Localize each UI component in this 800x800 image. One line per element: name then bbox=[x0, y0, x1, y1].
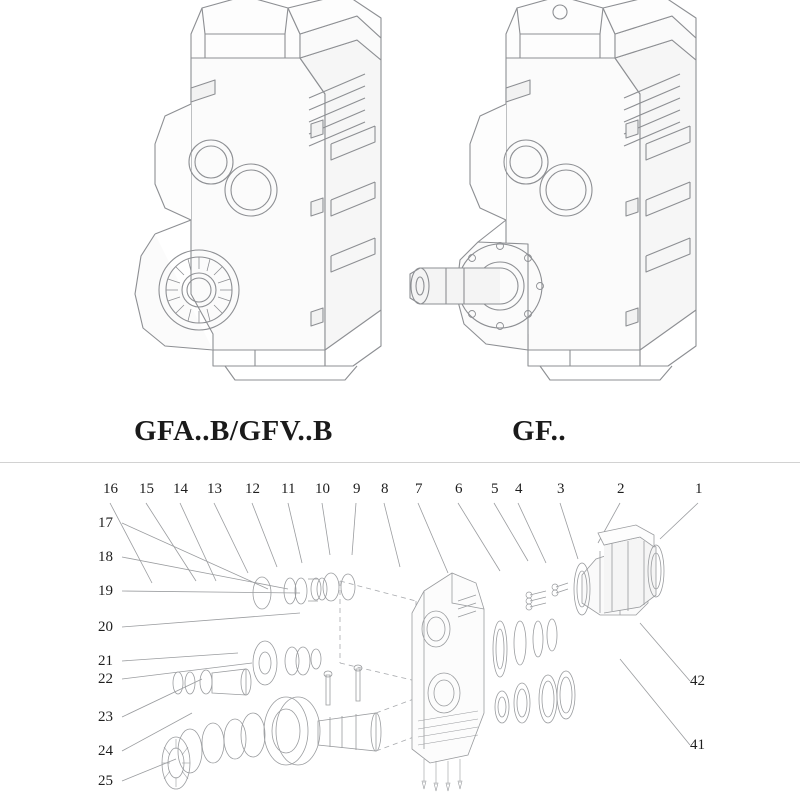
part-label-41: 41 bbox=[690, 737, 705, 753]
part-label-11: 11 bbox=[281, 481, 296, 497]
part-label-2: 2 bbox=[617, 481, 625, 497]
part-label-20: 20 bbox=[98, 619, 113, 635]
part-label-12: 12 bbox=[245, 481, 260, 497]
part-label-4: 4 bbox=[515, 481, 523, 497]
part-label-1: 1 bbox=[695, 481, 703, 497]
part-label-8: 8 bbox=[381, 481, 389, 497]
part-label-7: 7 bbox=[415, 481, 423, 497]
part-label-3: 3 bbox=[557, 481, 565, 497]
caption-left: GFA..B/GFV..B bbox=[134, 415, 333, 447]
part-label-5: 5 bbox=[491, 481, 499, 497]
part-label-9: 9 bbox=[353, 481, 361, 497]
caption-right: GF.. bbox=[512, 415, 567, 447]
part-label-16: 16 bbox=[103, 481, 118, 497]
part-label-25: 25 bbox=[98, 773, 113, 789]
gearbox-illustration-left bbox=[95, 0, 395, 394]
part-label-6: 6 bbox=[455, 481, 463, 497]
exploded-diagram bbox=[0, 463, 800, 800]
exploded-view-band bbox=[0, 463, 800, 800]
part-label-18: 18 bbox=[98, 549, 113, 565]
gearbox-illustration-right bbox=[400, 0, 720, 394]
part-label-15: 15 bbox=[139, 481, 154, 497]
part-label-21: 21 bbox=[98, 653, 113, 669]
part-label-17: 17 bbox=[98, 515, 113, 531]
part-label-23: 23 bbox=[98, 709, 113, 725]
part-label-24: 24 bbox=[98, 743, 113, 759]
part-label-19: 19 bbox=[98, 583, 113, 599]
part-label-42: 42 bbox=[690, 673, 705, 689]
part-label-13: 13 bbox=[207, 481, 222, 497]
part-label-14: 14 bbox=[173, 481, 188, 497]
part-label-22: 22 bbox=[98, 671, 113, 687]
part-label-10: 10 bbox=[315, 481, 330, 497]
